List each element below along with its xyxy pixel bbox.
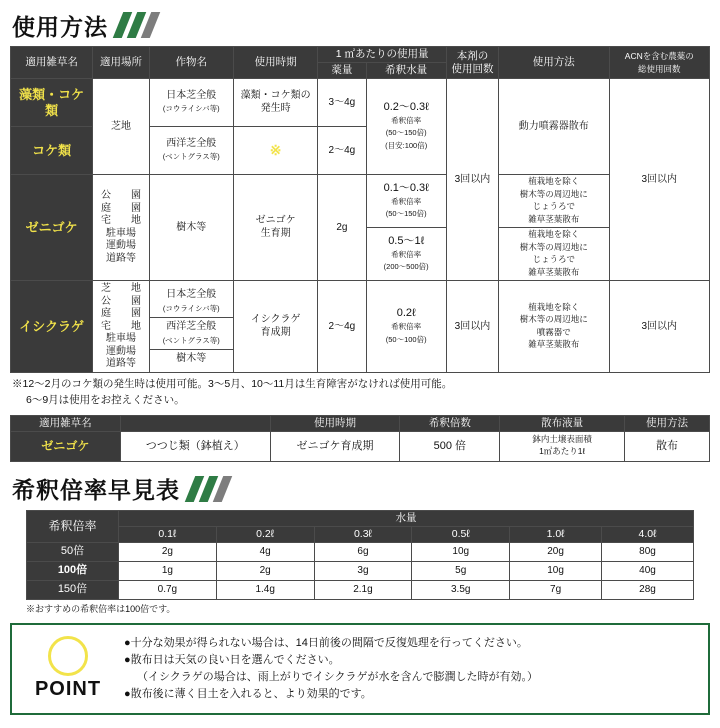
cell-100-1: 2g [216, 562, 314, 581]
th-weed: 適用雑草名 [11, 47, 93, 79]
dilution-note: ※おすすめの希釈倍率は100倍です。 [26, 604, 176, 615]
timing-line2: 発生時 [260, 102, 291, 114]
th-water: 希釈水量 [366, 63, 446, 79]
method-line: じょうろで [532, 201, 575, 212]
page-root [0, 8, 720, 728]
cell-method-zenigoke-b [499, 228, 609, 281]
method-line: 雑草茎葉散布 [528, 266, 580, 277]
cell-weed-zenigoke: ゼニゴケ [11, 175, 93, 281]
water-main: 0.1～0.3ℓ [383, 181, 429, 194]
th-times [446, 47, 498, 79]
water-main: 0.5～1ℓ [388, 234, 425, 247]
point-box [10, 623, 710, 715]
th-water-5: 4.0ℓ [602, 527, 694, 543]
th-pot-timing: 使用時期 [270, 415, 400, 431]
cell-dose-algae: 3～4g [318, 79, 366, 127]
crop1-sub: (コウライシバ等) [162, 303, 220, 313]
cell-50-1: 4g [216, 543, 314, 562]
volume-line2: 1㎡あたり1ℓ [539, 446, 586, 457]
place-line: 庭 園 [100, 202, 141, 214]
crop1-sub: (コウライシバ等) [162, 103, 220, 113]
timing-line1: 藻類・コケ類の [240, 90, 311, 102]
slash-decoration-icon-2 [190, 476, 232, 502]
cell-method-sprayer: 動力噴霧器散布 [499, 79, 609, 175]
method-line: 樹木等の周辺地に [519, 314, 588, 325]
cell-weed-ishikurage: イシクラゲ [11, 281, 93, 373]
crop2-name: 西洋芝全般 [166, 138, 217, 150]
cell-100-5: 40g [602, 562, 694, 581]
usage-title: 使用方法 [12, 13, 108, 40]
water-sub2: (50～150倍) [385, 128, 427, 138]
cell-acn-upper: 3回以内 [609, 79, 709, 281]
crop2-sub: (ベントグラス等) [162, 335, 220, 345]
timing-line2: 生育期 [260, 227, 291, 239]
th-method: 使用方法 [499, 47, 609, 79]
place-line: 道路等 [105, 358, 136, 369]
cell-crop-western-turf [149, 127, 233, 175]
th-place: 適用場所 [93, 47, 149, 79]
method-line: 樹木等の周辺地に [519, 241, 588, 252]
cell-acn-ishikurage: 3回以内 [609, 281, 709, 373]
place-line: 宅 地 [100, 215, 141, 227]
table-row [27, 581, 694, 600]
dilution-header-row [27, 510, 694, 526]
cell-place-turf: 芝地 [93, 79, 149, 175]
method-line: 噴霧器で [536, 326, 571, 337]
cell-pot-method: 散布 [625, 431, 710, 461]
asterisk-icon: ※ [269, 142, 282, 158]
th-water-3: 0.5ℓ [412, 527, 510, 543]
place-line: 道路等 [105, 252, 136, 264]
cell-place-ishikurage [93, 281, 149, 373]
place-line: 駐車場 [105, 227, 136, 239]
table-row [11, 431, 710, 461]
cell-weed-algae: 藻類・コケ類 [11, 79, 93, 127]
cell-150-3: 3.5g [412, 581, 510, 600]
point-item-2: ●散布日は天気の良い日を選んでください。 [124, 653, 340, 666]
crop2-sub: (ベントグラス等) [162, 151, 220, 161]
water-sub1: 希釈倍率 [391, 196, 422, 206]
water-sub1: 希釈倍率 [391, 249, 422, 259]
table-row [11, 175, 710, 228]
dilution-title: 希釈倍率早見表 [12, 477, 180, 504]
th-pot-ratio: 希釈倍数 [400, 415, 500, 431]
slash-decoration-icon [118, 12, 160, 38]
table-row [11, 79, 710, 127]
th-dose: 薬量 [318, 63, 366, 79]
table-row [27, 543, 694, 562]
cell-50-2: 6g [314, 543, 412, 562]
place-line: 宅 地 [100, 320, 141, 332]
cell-100-3: 5g [412, 562, 510, 581]
cell-place-zenigoke [93, 175, 149, 281]
cell-times-upper: 3回以内 [446, 79, 498, 281]
table-row [27, 562, 694, 581]
th-amount: 1 ㎡あたりの使用量 [318, 47, 447, 63]
crop1-name: 日本芝全般 [166, 90, 217, 102]
place-line: 芝 地 [100, 283, 141, 294]
usage-note-line1: ※12～2月のコケ類の発生時は使用可能。3～5月、10～11月は生育障害がなければ使用可能。 [12, 378, 453, 391]
cell-pot-volume [500, 431, 625, 461]
th-times-line1: 本剤の [456, 49, 489, 62]
table-header-row [11, 47, 710, 63]
usage-note [12, 377, 708, 409]
cell-water-zenigoke-a [366, 175, 446, 228]
timing-line2: 育成期 [260, 326, 291, 338]
th-acn-line2: 総使用回数 [638, 63, 681, 74]
water-sub3: (目安:100倍) [385, 140, 428, 150]
water-sub2: (50～150倍) [385, 209, 427, 219]
point-list [124, 635, 708, 703]
cell-100-2: 3g [314, 562, 412, 581]
place-line: 運動場 [105, 345, 136, 357]
pot-usage-table [10, 415, 710, 462]
cell-crop-ishikurage [149, 281, 233, 373]
crop3-name: 樹木等 [176, 353, 207, 364]
table-row [11, 281, 710, 373]
cell-dose-zenigoke: 2g [318, 175, 366, 281]
timing-line1: ゼニゴケ [255, 215, 296, 227]
cell-water-ishikurage [366, 281, 446, 373]
th-pot-volume: 散布液量 [500, 415, 625, 431]
section-heading-usage [12, 8, 720, 42]
water-sub2: (200～500倍) [383, 262, 429, 272]
method-line: 植栽地を除く [528, 229, 580, 240]
cell-water-zenigoke-b [366, 228, 446, 281]
th-pot-crop [120, 415, 270, 431]
cell-ratio-100: 100倍 [27, 562, 119, 581]
pot-header-row [11, 415, 710, 431]
cell-150-5: 28g [602, 581, 694, 600]
cell-50-4: 20g [510, 543, 602, 562]
cell-times-ishikurage: 3回以内 [446, 281, 498, 373]
water-main: 0.2～0.3ℓ [383, 101, 429, 114]
method-line: 植栽地を除く [528, 301, 580, 312]
cell-timing-algae [233, 79, 317, 127]
method-line: 樹木等の周辺地に [519, 188, 588, 199]
place-line: 公 園 [100, 190, 141, 202]
th-water-0: 0.1ℓ [119, 527, 217, 543]
dilution-subheader-row [27, 527, 694, 543]
timing-line1: イシクラゲ [250, 314, 301, 326]
cell-method-ishikurage [499, 281, 609, 373]
cell-crop-trees: 樹木等 [149, 175, 233, 281]
th-pot-weed: 適用雑草名 [11, 415, 121, 431]
cell-ratio-50: 50倍 [27, 543, 119, 562]
place-line: 公 園 [100, 295, 141, 307]
point-label-group [12, 625, 124, 713]
th-water-1: 0.2ℓ [216, 527, 314, 543]
usage-note-line2: 6～9月は使用をお控えください。 [26, 394, 185, 406]
cell-pot-timing: ゼニゴケ育成期 [270, 431, 400, 461]
circle-icon [48, 636, 88, 676]
place-line: 運動場 [105, 240, 136, 252]
th-timing: 使用時期 [233, 47, 317, 79]
section-heading-dilution [12, 472, 720, 506]
cell-timing-ishikurage [233, 281, 317, 373]
crop2-name: 西洋芝全般 [166, 321, 217, 332]
cell-water-algae [366, 79, 446, 175]
cell-weed-moss: コケ類 [11, 127, 93, 175]
water-main: 0.2ℓ [396, 307, 416, 320]
cell-100-4: 10g [510, 562, 602, 581]
point-item-3: （イシクラゲの場合は、雨上がりでイシクラゲが水を含んで膨潤した時が有効。） [137, 670, 539, 683]
point-label: POINT [34, 678, 102, 701]
cell-150-2: 2.1g [314, 581, 412, 600]
water-sub1: 希釈倍率 [391, 115, 422, 125]
usage-table [10, 46, 710, 373]
dilution-table [26, 510, 694, 600]
cell-ratio-150: 150倍 [27, 581, 119, 600]
th-water-2: 0.3ℓ [314, 527, 412, 543]
crop1-name: 日本芝全般 [166, 289, 217, 300]
cell-50-0: 2g [119, 543, 217, 562]
th-acn-line1: ACNを含む農薬の [624, 50, 694, 61]
method-line: 植栽地を除く [528, 176, 580, 187]
place-line: 駐車場 [105, 333, 136, 344]
cell-150-0: 0.7g [119, 581, 217, 600]
cell-pot-crop: つつじ類（鉢植え） [120, 431, 270, 461]
th-pot-method: 使用方法 [625, 415, 710, 431]
place-line: 庭 園 [100, 308, 141, 319]
volume-line1: 鉢内土壌表面積 [532, 433, 592, 444]
cell-crop-japanese-turf [149, 79, 233, 127]
th-water-4: 1.0ℓ [510, 527, 602, 543]
th-dilution-ratio: 希釈倍率 [27, 510, 119, 542]
cell-dose-moss: 2～4g [318, 127, 366, 175]
cell-150-1: 1.4g [216, 581, 314, 600]
cell-pot-ratio: 500 倍 [400, 431, 500, 461]
water-sub2: (50～100倍) [385, 334, 427, 344]
cell-150-4: 7g [510, 581, 602, 600]
cell-dose-ishikurage: 2～4g [318, 281, 366, 373]
method-line: じょうろで [532, 254, 575, 265]
point-item-1: ●十分な効果が得られない場合は、14日前後の間隔で反復処理を行ってください。 [124, 636, 528, 649]
cell-method-zenigoke-a [499, 175, 609, 228]
cell-50-3: 10g [412, 543, 510, 562]
cell-timing-mark [233, 127, 317, 175]
th-crop: 作物名 [149, 47, 233, 79]
cell-50-5: 80g [602, 543, 694, 562]
method-line: 雑草茎葉散布 [528, 339, 580, 350]
th-acn [609, 47, 709, 79]
th-times-line2: 使用回数 [451, 62, 494, 75]
cell-pot-weed: ゼニゴケ [11, 431, 121, 461]
point-item-4: ●散布後に薄く目土を入れると、より効果的です。 [124, 687, 372, 700]
method-line: 雑草茎葉散布 [528, 213, 580, 224]
cell-timing-zenigoke [233, 175, 317, 281]
th-water-group: 水量 [119, 510, 694, 526]
cell-100-0: 1g [119, 562, 217, 581]
water-sub1: 希釈倍率 [391, 322, 422, 332]
